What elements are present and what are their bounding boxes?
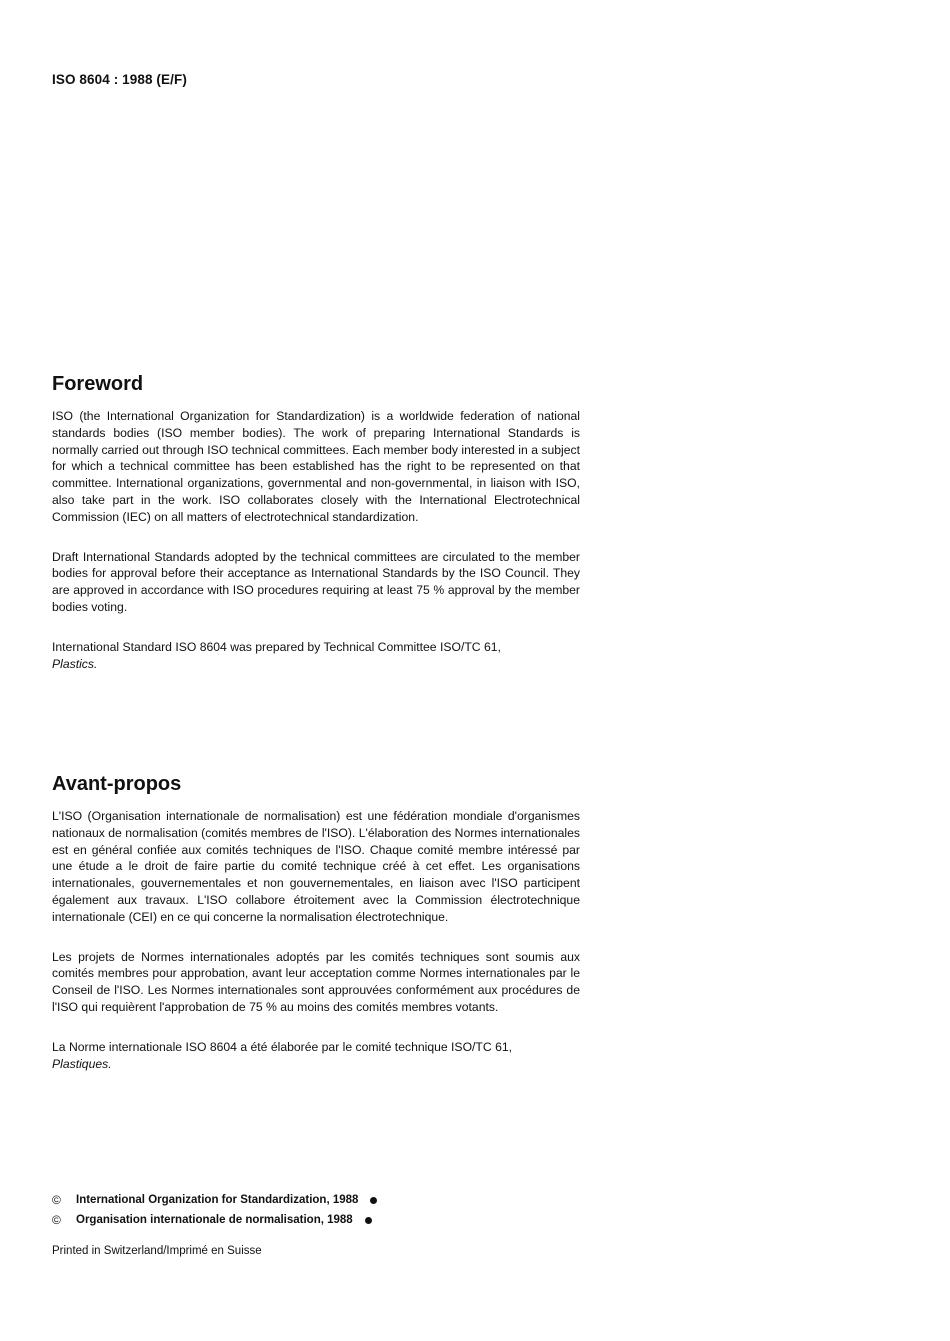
- avant-propos-paragraph-3: [52, 1039, 580, 1073]
- copyright-icon: ©: [52, 1213, 61, 1227]
- foreword-title: Foreword: [52, 373, 144, 395]
- avant-propos-committee-name: Plastiques.: [52, 1056, 112, 1071]
- copyright-english-text: International Organization for Standardization, 1988: [76, 1194, 359, 1206]
- foreword-prepared-by: International Standard ISO 8604 was prepared by Technical Committee ISO/TC 61,: [52, 639, 501, 654]
- foreword-paragraph-1: ISO (the International Organization for Standardization) is a worldwide federation of national standards bodies (ISO member bodies). The work of preparing International Standards is normally carried out through ISO technical committees. Each member body interested in a subject for which a technical committee has been established has the right to be represented on that committee. International organizations, governmental and non-governmental, in liaison with ISO, also take part in the work. ISO collaborates closely with the International Electrotechnical Commission (IEC) on all matters of electrotechnical standardization.: [52, 409, 580, 524]
- avant-propos-paragraph-2: Les projets de Normes internationales adoptés par les comités techniques sont soumis aux comités membres pour approbation, avant leur acceptation comme Normes internationales par le Conseil de l'ISO. Les Normes internationales sont approuvées conformément aux procédures de l'ISO qui requièrent l'approbation de 75 % au moins des comités membres votants.: [52, 949, 580, 1014]
- copyright-english: [52, 1192, 377, 1208]
- avant-propos-title: Avant-propos: [52, 773, 182, 795]
- avant-propos-section: [52, 772, 580, 1072]
- foreword-section: [52, 372, 580, 672]
- bullet-dot-icon: [370, 1197, 377, 1204]
- avant-propos-paragraph-1: L'ISO (Organisation internationale de normalisation) est une fédération mondiale d'organismes nationaux de normalisation (comités membres de l'ISO). L'élaboration des Normes internationales est en général confiée aux comités techniques de l'ISO. Chaque comité membre intéressé par une étude a le droit de faire partie du comité technique créé à cet effet. Les organisations internationales, gouvernementales et non gouvernementales, en liaison avec l'ISO participent également aux travaux. L'ISO collabore étroitement avec la Commission électrotechnique internationale (CEI) en ce qui concerne la normalisation électrotechnique.: [52, 809, 580, 924]
- copyright-icon: ©: [52, 1193, 61, 1207]
- printed-location: Printed in Switzerland/Imprimé en Suisse: [52, 1245, 262, 1257]
- foreword-paragraph-2: Draft International Standards adopted by the technical committees are circulated to the member bodies for approval before their acceptance as International Standards by the ISO Council. They are approved in accordance with ISO procedures requiring at least 75 % approval by the member bodies voting.: [52, 549, 580, 614]
- copyright-french-text: Organisation internationale de normalisation, 1988: [76, 1214, 353, 1226]
- foreword-paragraph-3: [52, 639, 580, 673]
- foreword-committee-name: Plastics.: [52, 656, 98, 671]
- bullet-dot-icon: [365, 1217, 372, 1224]
- copyright-french: [52, 1212, 372, 1228]
- document-designation: ISO 8604 : 1988 (E/F): [52, 72, 187, 87]
- avant-propos-prepared-by: La Norme internationale ISO 8604 a été élaborée par le comité technique ISO/TC 61,: [52, 1039, 513, 1054]
